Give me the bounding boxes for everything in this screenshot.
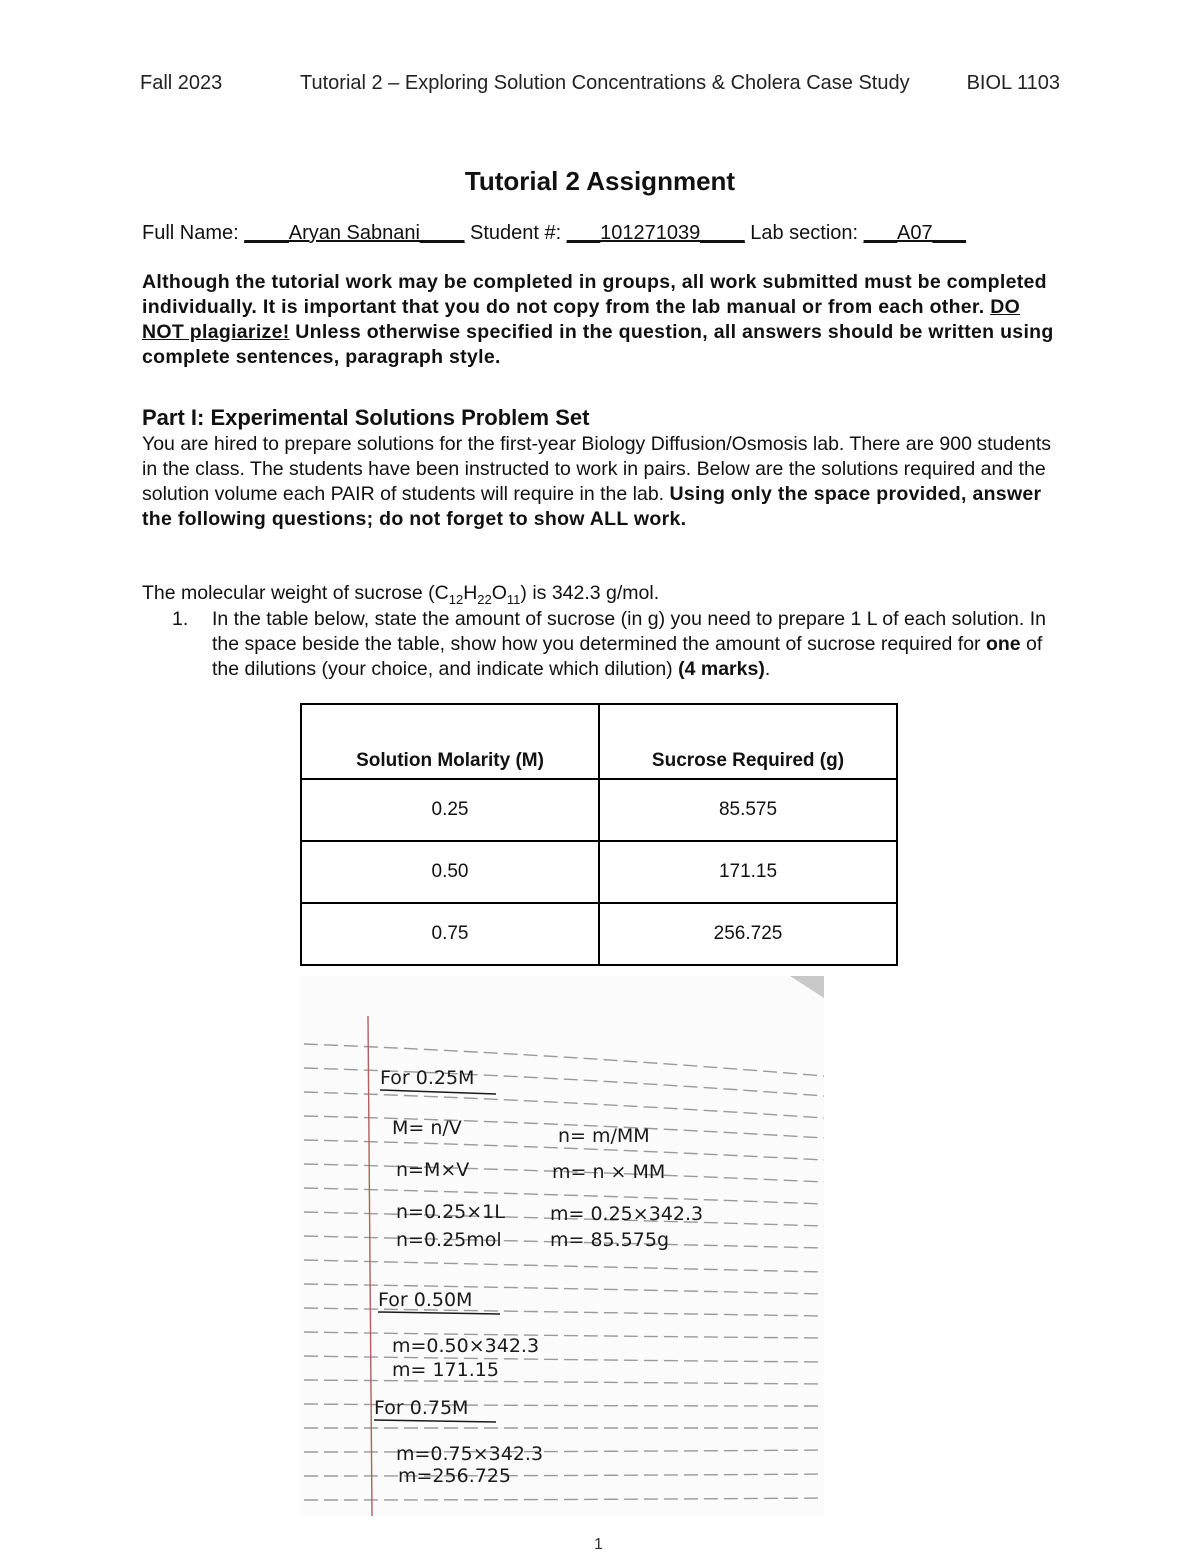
header-molarity: Solution Molarity (M) [301,704,599,779]
sucrose-table [300,703,898,966]
hw-line-2-left: n=M×V [396,1159,470,1181]
student-info-line [142,222,966,245]
part1-intro [142,432,1062,532]
question-1 [172,607,1062,682]
mw-h: H [463,582,478,604]
q1-marks: (4 marks) [678,658,765,680]
hw-line-7: m=0.75×342.3 [396,1443,544,1465]
hw-line-3-left: n=0.25×1L [396,1201,505,1223]
page-header [140,72,1060,102]
hw-line-4-left: n=0.25mol [396,1229,502,1251]
instructions-text-2: Unless otherwise specified in the question, all answers should be written using complete sentences, paragraph style. [142,321,1054,368]
notebook-page-drawing [300,976,824,1516]
hw-line-1-right: n= m/MM [558,1125,650,1147]
part1-intro-text: You are hired to prepare solutions for the first-year Biology Diffusion/Osmosis lab. There are 900 students in the class. The students have been instructed to work in pairs. Below are the solutions required and the solution volume each PAIR of students will require in the lab. [142,433,1052,505]
q1-end: . [764,658,771,680]
hw-line-5: m=0.50×342.3 [392,1335,540,1357]
mw-prefix: The molecular weight of sucrose (C [142,582,449,604]
cell-sucrose: 171.15 [599,841,897,903]
hw-line-3-right: m= 0.25×342.3 [550,1203,704,1225]
instructions-text-1: Although the tutorial work may be completed in groups, all work submitted must be completed individually. It is important that you do not copy from the lab manual or from each other. [142,271,1047,318]
mw-suffix: ) is 342.3 g/mol. [520,582,660,604]
cell-molarity: 0.75 [301,903,599,965]
name-label: Full Name: [142,222,245,244]
cell-sucrose: 256.725 [599,903,897,965]
question-1-text [212,607,1062,682]
hw-heading-025: For 0.25M [380,1067,475,1089]
cell-molarity: 0.25 [301,779,599,841]
mw-o: O [491,582,507,604]
student-number-value: ___101271039____ [566,222,745,244]
lab-section-value: ___A07___ [863,222,966,244]
lab-section-label: Lab section: [744,222,864,244]
name-value: ____Aryan Sabnani____ [244,222,465,244]
hw-line-6: m= 171.15 [392,1359,499,1381]
part1-heading: Part I: Experimental Solutions Problem Set [142,405,590,430]
table-header-row [301,704,897,779]
question-1-number: 1. [172,608,189,630]
cell-sucrose: 85.575 [599,779,897,841]
mw-h-sub: 22 [477,591,492,607]
handwritten-work-photo [300,976,824,1516]
header-term: Fall 2023 [140,72,223,94]
table-row [301,779,897,841]
part1-intro-bold: Using only the space provided, answer the following questions; do not forget to show ALL work. [142,483,1042,530]
header-sucrose: Sucrose Required (g) [599,704,897,779]
instructions-paragraph [142,270,1062,370]
hw-line-2-right: m= n × MM [552,1161,666,1183]
header-course: BIOL 1103 [966,72,1060,94]
page-title: Tutorial 2 Assignment [464,166,736,196]
hw-line-1-left: M= n/V [392,1117,462,1139]
mw-o-sub: 11 [506,591,521,607]
header-tutorial-title: Tutorial 2 – Exploring Solution Concentrations & Cholera Case Study [300,72,910,94]
mw-c-sub: 12 [448,591,464,607]
q1-text-bold: one [985,633,1021,655]
q1-text-a: In the table below, state the amount of sucrose (in g) you need to prepare 1 L of each solution. In the space beside the table, show how you determined the amount of sucrose required for [212,608,1046,655]
table-row [301,841,897,903]
page-number: 1 [594,1536,603,1553]
cell-molarity: 0.50 [301,841,599,903]
table-row [301,903,897,965]
hw-line-4-right: m= 85.575g [550,1229,670,1251]
molecular-weight-statement [142,582,659,607]
q1-text-b: of the dilutions (your choice, and indicate which dilution) [212,633,1043,680]
plagiarism-warning: DO NOT plagiarize! [142,296,1021,343]
hw-heading-050: For 0.50M [378,1289,473,1311]
hw-line-8: m=256.725 [398,1465,511,1487]
student-number-label: Student #: [464,222,567,244]
hw-heading-075: For 0.75M [374,1397,469,1419]
